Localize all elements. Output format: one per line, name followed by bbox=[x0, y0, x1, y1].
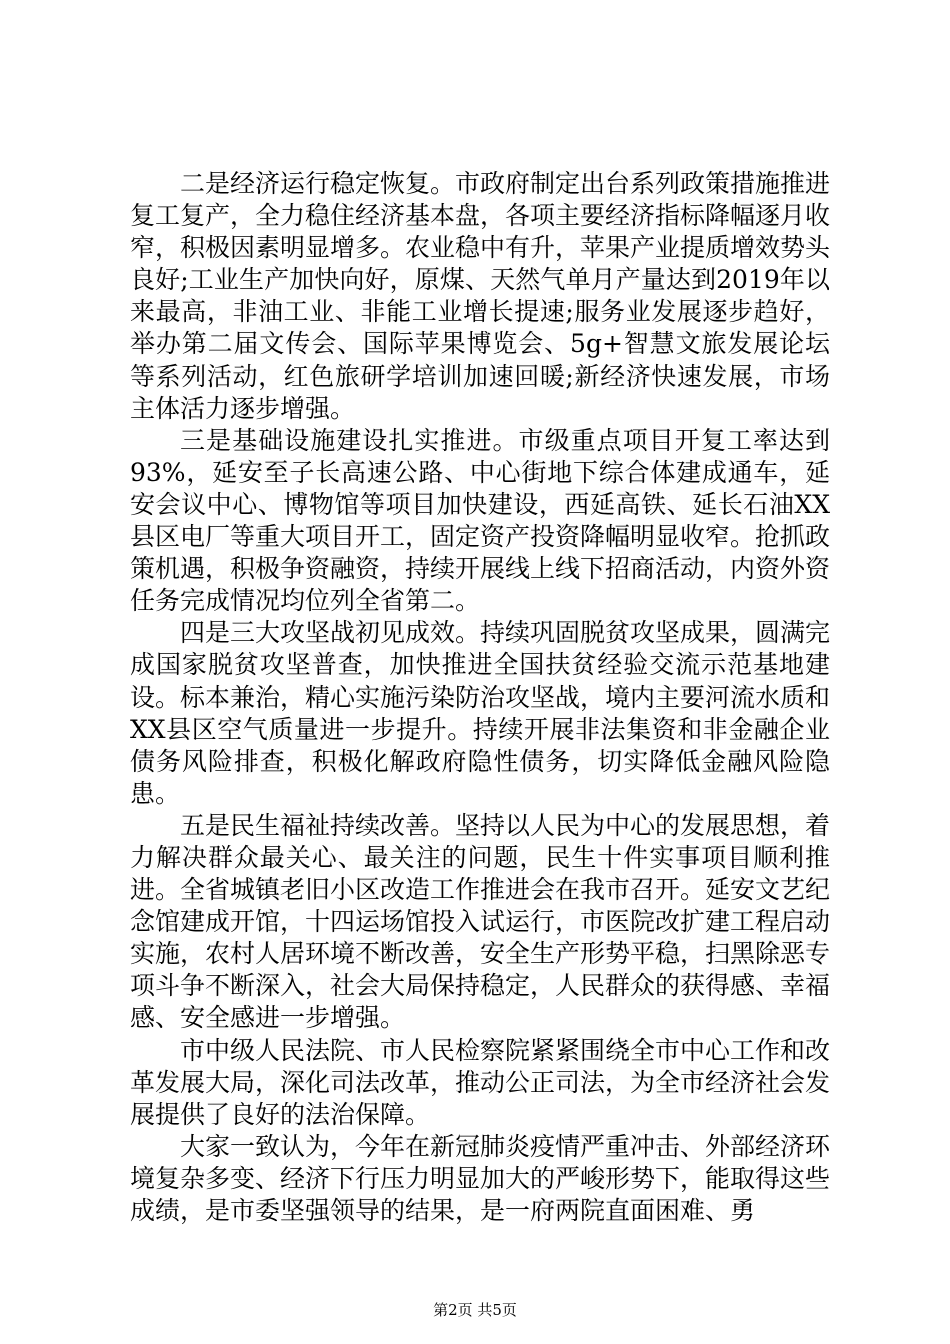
paragraph-court-procuratorate: 市中级人民法院、市人民检察院紧紧围绕全市中心工作和改革发展大局，深化司法改革，推动公正司法，为全市经济社会发展提供了良好的法治保障。 bbox=[130, 1035, 831, 1129]
paragraph-economy: 二是经济运行稳定恢复。市政府制定出台系列政策措施推进复工复产，全力稳住经济基本盘，各项主要经济指标降幅逐月收窄，积极因素明显增多。农业稳中有升，苹果产业提质增效势头良好;工业生产加快向好，原煤、天然气单月产量达到2019年以来最高，非油工业、非能工业增长提速;服务业发展逐步趋好，举办第二届文传会、国际苹果博览会、5g+智慧文旅发展论坛等系列活动，红色旅研学培训加速回暖;新经济快速发展，市场主体活力逐步增强。 bbox=[130, 169, 831, 423]
paragraph-consensus: 大家一致认为，今年在新冠肺炎疫情严重冲击、外部经济环境复杂多变、经济下行压力明显加大的严峻形势下，能取得这些成绩，是市委坚强领导的结果，是一府两院直面困难、勇 bbox=[130, 1131, 831, 1225]
paragraph-livelihood: 五是民生福祉持续改善。坚持以人民为中心的发展思想，着力解决群众最关心、最关注的问题，民生十件实事项目顺利推进。全省城镇老旧小区改造工作推进会在我市召开。延安文艺纪念馆建成开馆，十四运场馆投入试运行，市医院改扩建工程启动实施，农村人居环境不断改善，安全生产形势平稳，扫黑除恶专项斗争不断深入，社会大局保持稳定，人民群众的获得感、幸福感、安全感进一步增强。 bbox=[130, 810, 831, 1033]
document-body bbox=[130, 168, 830, 1227]
page-number-footer: 第2页 共5页 bbox=[433, 1301, 517, 1319]
paragraph-three-battles: 四是三大攻坚战初见成效。持续巩固脱贫攻坚成果，圆满完成国家脱贫攻坚普查，加快推进全国扶贫经验交流示范基地建设。标本兼治，精心实施污染防治攻坚战，境内主要河流水质和XX县区空气质量进一步提升。持续开展非法集资和非金融企业债务风险排查，积极化解政府隐性债务，切实降低金融风险隐患。 bbox=[130, 618, 831, 808]
paragraph-infrastructure: 三是基础设施建设扎实推进。市级重点项目开复工率达到93%，延安至子长高速公路、中心街地下综合体建成通车，延安会议中心、博物馆等项目加快建设，西延高铁、延长石油XX县区电厂等重大项目开工，固定资产投资降幅明显收窄。抢抓政策机遇，积极争资融资，持续开展线上线下招商活动，内资外资任务完成情况均位列全省第二。 bbox=[130, 425, 831, 616]
